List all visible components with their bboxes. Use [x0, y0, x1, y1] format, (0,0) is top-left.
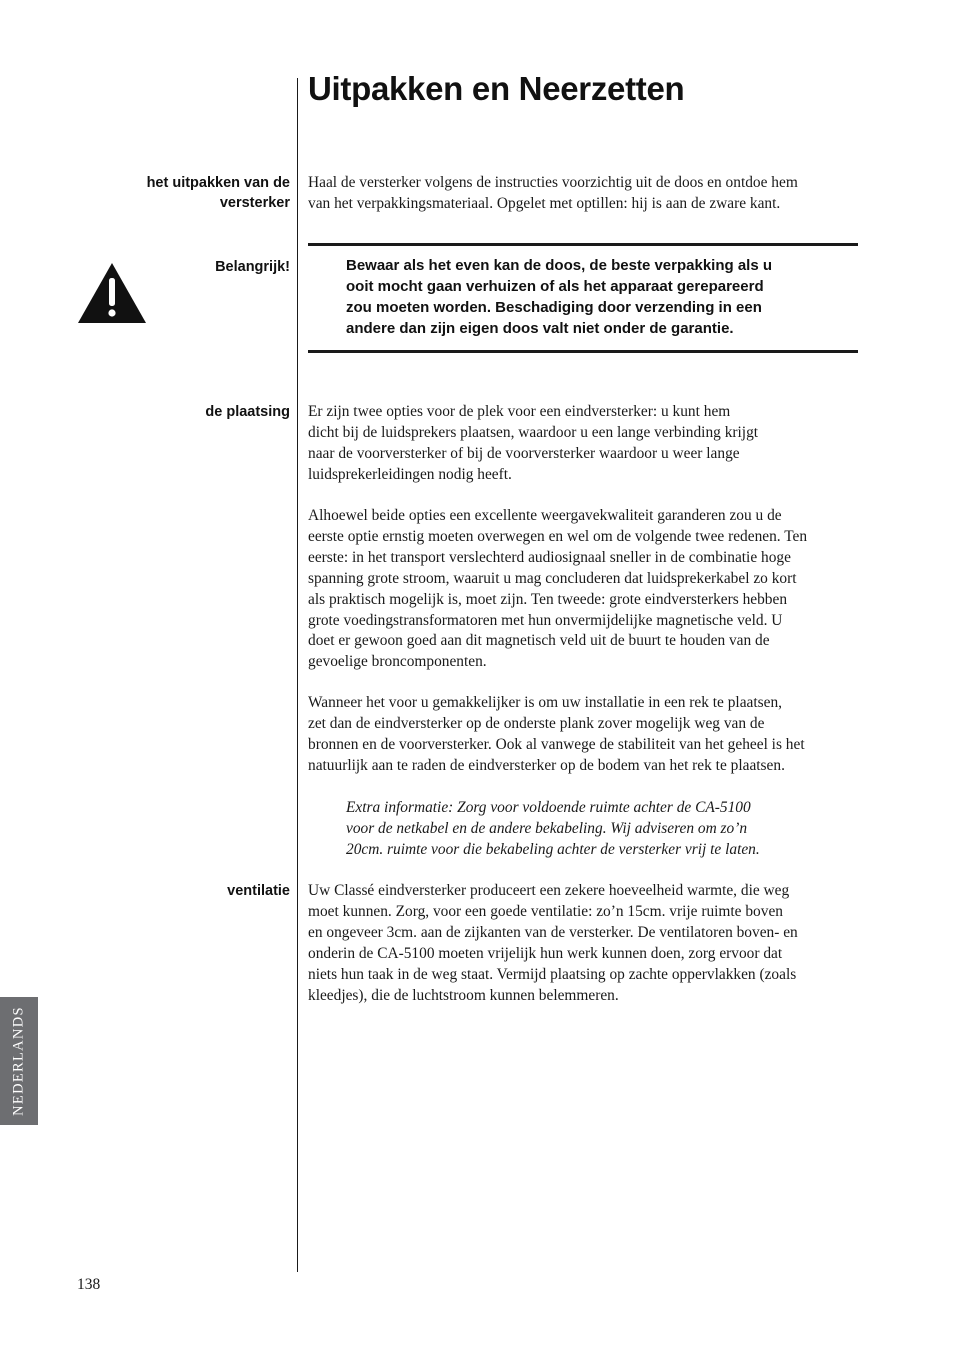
important-heading: [215, 257, 290, 277]
note-line: 20cm. ruimte voor die bekabeling achter de versterker vrij te laten.: [346, 840, 760, 858]
text-line: moet kunnen. Zorg, voor een goede ventilatie: zo’n 15cm. vrije ruimte boven: [308, 902, 783, 920]
unpacking-heading: [147, 173, 290, 213]
note-line: Extra informatie: Zorg voor voldoende ruimte achter de CA-5100: [346, 799, 751, 816]
text-line: niets hun taak in de weg staat. Vermijd plaatsing op zachte oppervlakken (zoals: [308, 965, 797, 983]
text-line: natuurlijk aan te raden de eindversterker op de bodem van het rek te plaatsen.: [308, 756, 785, 774]
text-line: bronnen en de voorversterker. Ook al vanwege de stabiliteit van het geheel is het: [308, 735, 805, 753]
column-divider: [297, 78, 298, 1272]
warning-bottom-rule: [308, 350, 858, 353]
placement-paragraph-3: [308, 693, 805, 777]
warning-line: zou moeten worden. Beschadiging door verzending in een: [346, 298, 762, 316]
warning-text: [346, 256, 772, 340]
note-line: voor de netkabel en de andere bekabeling. Wij adviseren om zo’n: [346, 819, 748, 837]
ventilation-heading: [227, 881, 290, 901]
unpacking-heading-line: versterker: [219, 195, 290, 211]
text-line: dicht bij de luidsprekers plaatsen, waardoor u een lange verbinding krijgt: [308, 423, 759, 441]
placement-paragraph-1: [308, 402, 758, 486]
warning-line: ooit mocht gaan verhuizen of als het apparaat gerepareerd: [346, 277, 764, 295]
page-number: 138: [77, 1276, 101, 1293]
text-line: kleedjes), die de luchtstroom kunnen belemmeren.: [308, 986, 619, 1004]
language-tab-label: NEDERLANDS: [10, 1006, 27, 1116]
unpacking-paragraph: [308, 173, 798, 215]
text-line: doet er gewoon goed aan dit magnetisch veld uit de buurt te houden van de: [308, 632, 770, 650]
text-line: van het verpakkingsmateriaal. Opgelet met optillen: hij is aan de zware kant.: [308, 194, 781, 212]
text-line: eerste optie ernstig moeten overwegen en wel om de volgende twee redenen. Ten: [308, 527, 808, 545]
text-line: als praktisch mogelijk is, moet zijn. Ten tweede: grote eindversterkers hebben: [308, 590, 788, 608]
text-line: gevoelige broncomponenten.: [308, 653, 487, 671]
text-line: luidsprekerleidingen nodig heeft.: [308, 465, 512, 483]
ventilation-heading-text: ventilatie: [227, 883, 290, 899]
extra-info-note: [346, 798, 760, 861]
text-line: onderin de CA-5100 moeten vrijelijk hun werk kunnen doen, zorg ervoor dat: [308, 944, 783, 962]
text-line: Alhoewel beide opties een excellente weergavekwaliteit garanderen zou u de: [308, 507, 782, 524]
text-line: grote voedingstransformatoren met hun onvermijdelijke magnetische veld. U: [308, 611, 783, 629]
warning-line: andere dan zijn eigen doos valt niet onder de garantie.: [346, 319, 734, 337]
warning-triangle-icon: [77, 262, 147, 324]
text-line: en ongeveer 3cm. aan de zijkanten van de versterker. De ventilatoren boven- en: [308, 923, 798, 941]
unpacking-heading-line: het uitpakken van de: [146, 175, 290, 191]
placement-paragraph-2: [308, 506, 807, 673]
ventilation-paragraph: [308, 881, 798, 1006]
text-line: naar de voorversterker of bij de voorversterker waardoor u weer lange: [308, 444, 740, 462]
text-line: zet dan de eindversterker op de onderste plank zover mogelijk weg van de: [308, 714, 765, 732]
page-title: Uitpakken en Neerzetten: [308, 70, 685, 107]
text-line: spanning grote stroom, waaruit u mag concluderen dat luidsprekerkabel zo kort: [308, 569, 797, 587]
text-line: Wanneer het voor u gemakkelijker is om uw installatie in een rek te plaatsen,: [308, 694, 782, 711]
text-line: Haal de versterker volgens de instructies voorzichtig uit de doos en ontdoe hem: [308, 174, 798, 191]
placement-heading-text: de plaatsing: [205, 404, 290, 420]
text-line: Er zijn twee opties voor de plek voor een eindversterker: u kunt hem: [308, 403, 731, 420]
important-heading-text: Belangrijk!: [215, 259, 290, 275]
text-line: Uw Classé eindversterker produceert een zekere hoeveelheid warmte, die weg: [308, 882, 790, 899]
language-tab: [0, 997, 38, 1125]
placement-heading: [205, 402, 290, 422]
text-line: eerste: in het transport verslechterd audiosignaal sneller in de combinatie hoge: [308, 548, 791, 566]
warning-line: Bewaar als het even kan de doos, de beste verpakking als u: [346, 257, 773, 274]
warning-top-rule: [308, 243, 858, 246]
